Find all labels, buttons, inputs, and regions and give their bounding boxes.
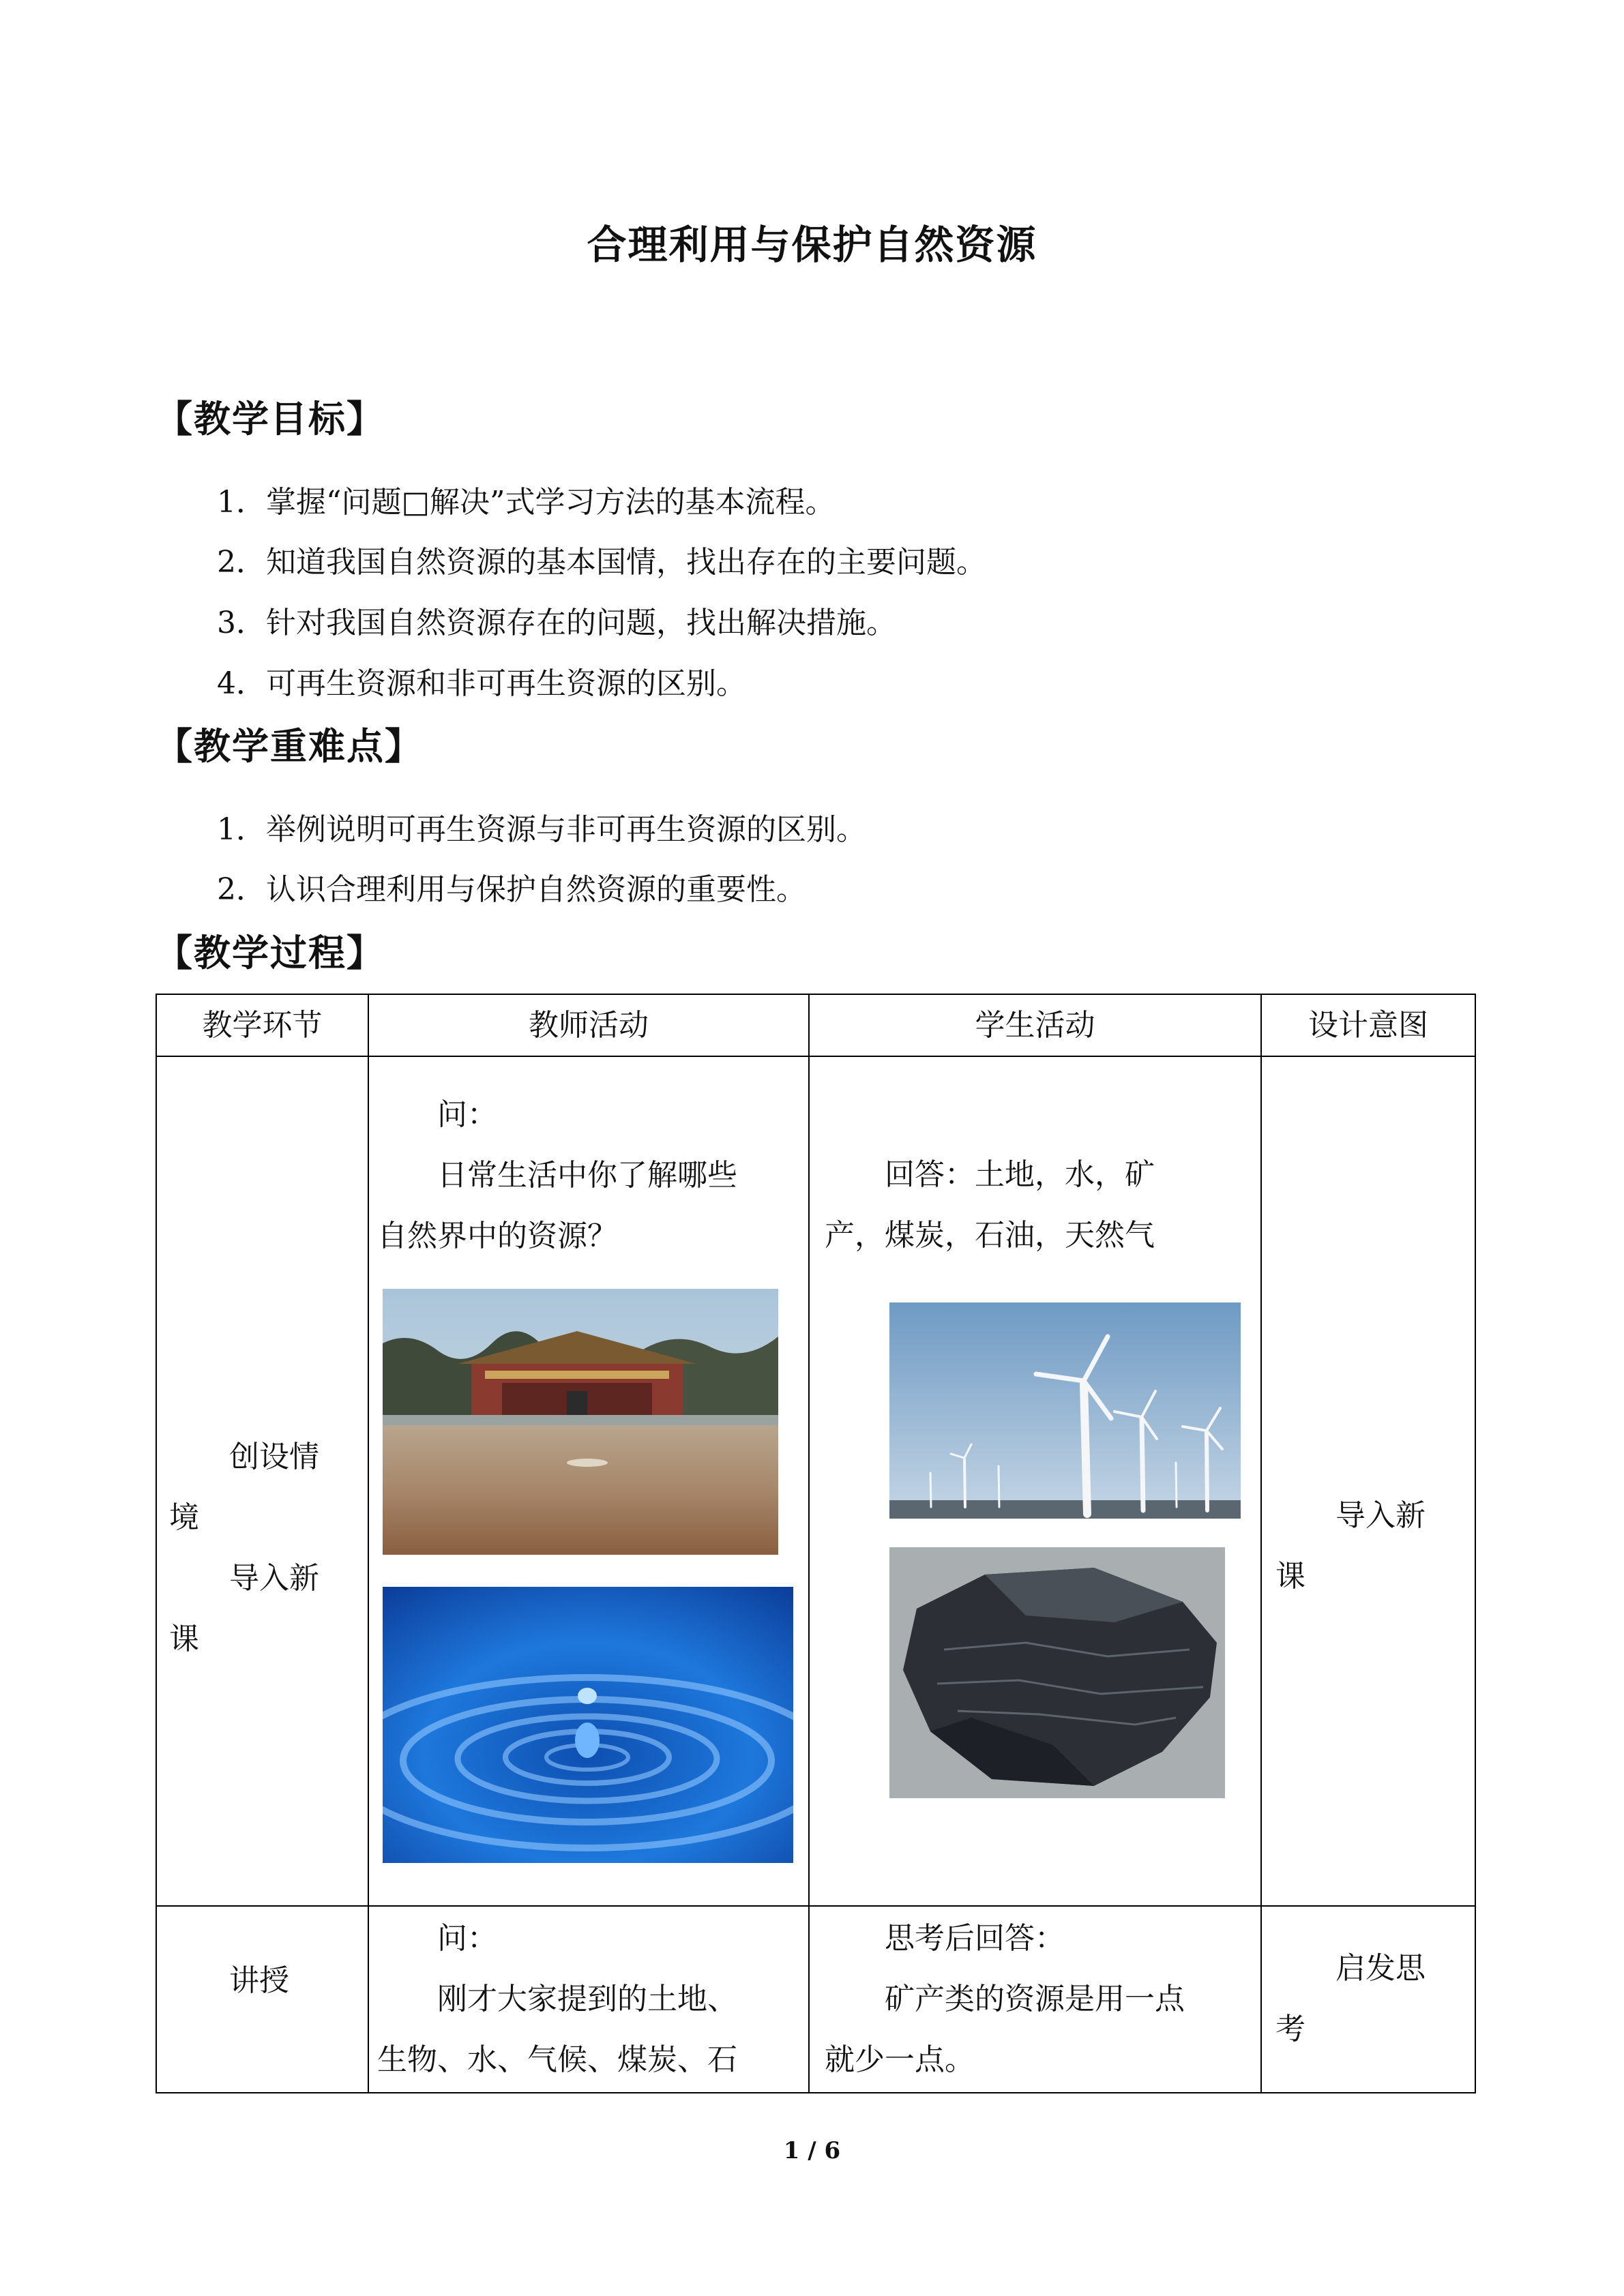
stage-cell	[156, 1906, 368, 2093]
student-text: 矿产类的资源是用一点	[885, 1982, 1185, 2016]
stage-cell	[156, 1056, 368, 1906]
stage-text: 创设情	[229, 1440, 319, 1474]
intent-cell	[1261, 1056, 1475, 1906]
key-point-item: 1．举例说明可再生资源与非可再生资源的区别。	[217, 812, 866, 847]
student-text: 思考后回答：	[885, 1921, 1065, 1956]
lesson-process-table	[156, 994, 1476, 2093]
coal-rock-image	[889, 1547, 1225, 1798]
teacher-text: 日常生活中你了解哪些	[437, 1158, 737, 1193]
process-heading: 【教学过程】	[156, 931, 385, 974]
table-row	[156, 1056, 1475, 1906]
intent-text: 考	[1275, 2012, 1305, 2046]
teacher-text: 生物、水、气候、煤炭、石	[377, 2042, 737, 2077]
teacher-activity-cell	[368, 1906, 809, 2093]
teacher-text: 自然界中的资源？	[377, 1219, 617, 1253]
stage-text: 导入新	[229, 1561, 319, 1596]
key-points-heading: 【教学重难点】	[156, 724, 423, 768]
table-header-row	[156, 994, 1475, 1056]
teacher-text: 问：	[437, 1097, 497, 1132]
column-header: 设计意图	[1261, 994, 1475, 1056]
teacher-text: 刚才大家提到的土地、	[437, 1982, 737, 2016]
objectives-heading: 【教学目标】	[156, 397, 385, 441]
teacher-text: 问：	[437, 1921, 497, 1956]
teacher-activity-cell	[368, 1056, 809, 1906]
water-drop-image	[383, 1587, 793, 1863]
page-indicator: 1 / 6	[783, 2137, 841, 2164]
student-text: 就少一点。	[825, 2042, 975, 2077]
column-header: 教师活动	[368, 994, 809, 1056]
student-activity-cell	[809, 1056, 1261, 1906]
student-text: 产，煤炭，石油，天然气	[825, 1218, 1155, 1253]
intent-cell	[1261, 1906, 1475, 2093]
intent-text: 导入新	[1335, 1498, 1426, 1533]
objective-item: 4．可再生资源和非可再生资源的区别。	[217, 666, 746, 701]
table-row	[156, 1906, 1475, 2093]
objective-item: 2．知道我国自然资源的基本国情，找出存在的主要问题。	[217, 545, 986, 580]
objective-item: 3．针对我国自然资源存在的问题，找出解决措施。	[217, 606, 896, 640]
wind-turbines-image	[889, 1302, 1241, 1519]
column-header: 学生活动	[809, 994, 1261, 1056]
stage-text: 课	[169, 1622, 199, 1656]
palace-land-image	[383, 1289, 778, 1555]
student-activity-cell	[809, 1906, 1261, 2093]
student-text: 回答：土地，水，矿	[885, 1157, 1155, 1192]
objective-item: 1．掌握“问题□解决”式学习方法的基本流程。	[217, 485, 836, 520]
intent-text: 课	[1275, 1559, 1305, 1594]
key-point-item: 2．认识合理利用与保护自然资源的重要性。	[217, 872, 806, 907]
intent-text: 启发思	[1335, 1951, 1426, 1986]
stage-text: 讲授	[229, 1963, 289, 1998]
stage-text: 境	[169, 1500, 199, 1535]
column-header: 教学环节	[156, 994, 368, 1056]
document-title: 合理利用与保护自然资源	[587, 222, 1037, 268]
